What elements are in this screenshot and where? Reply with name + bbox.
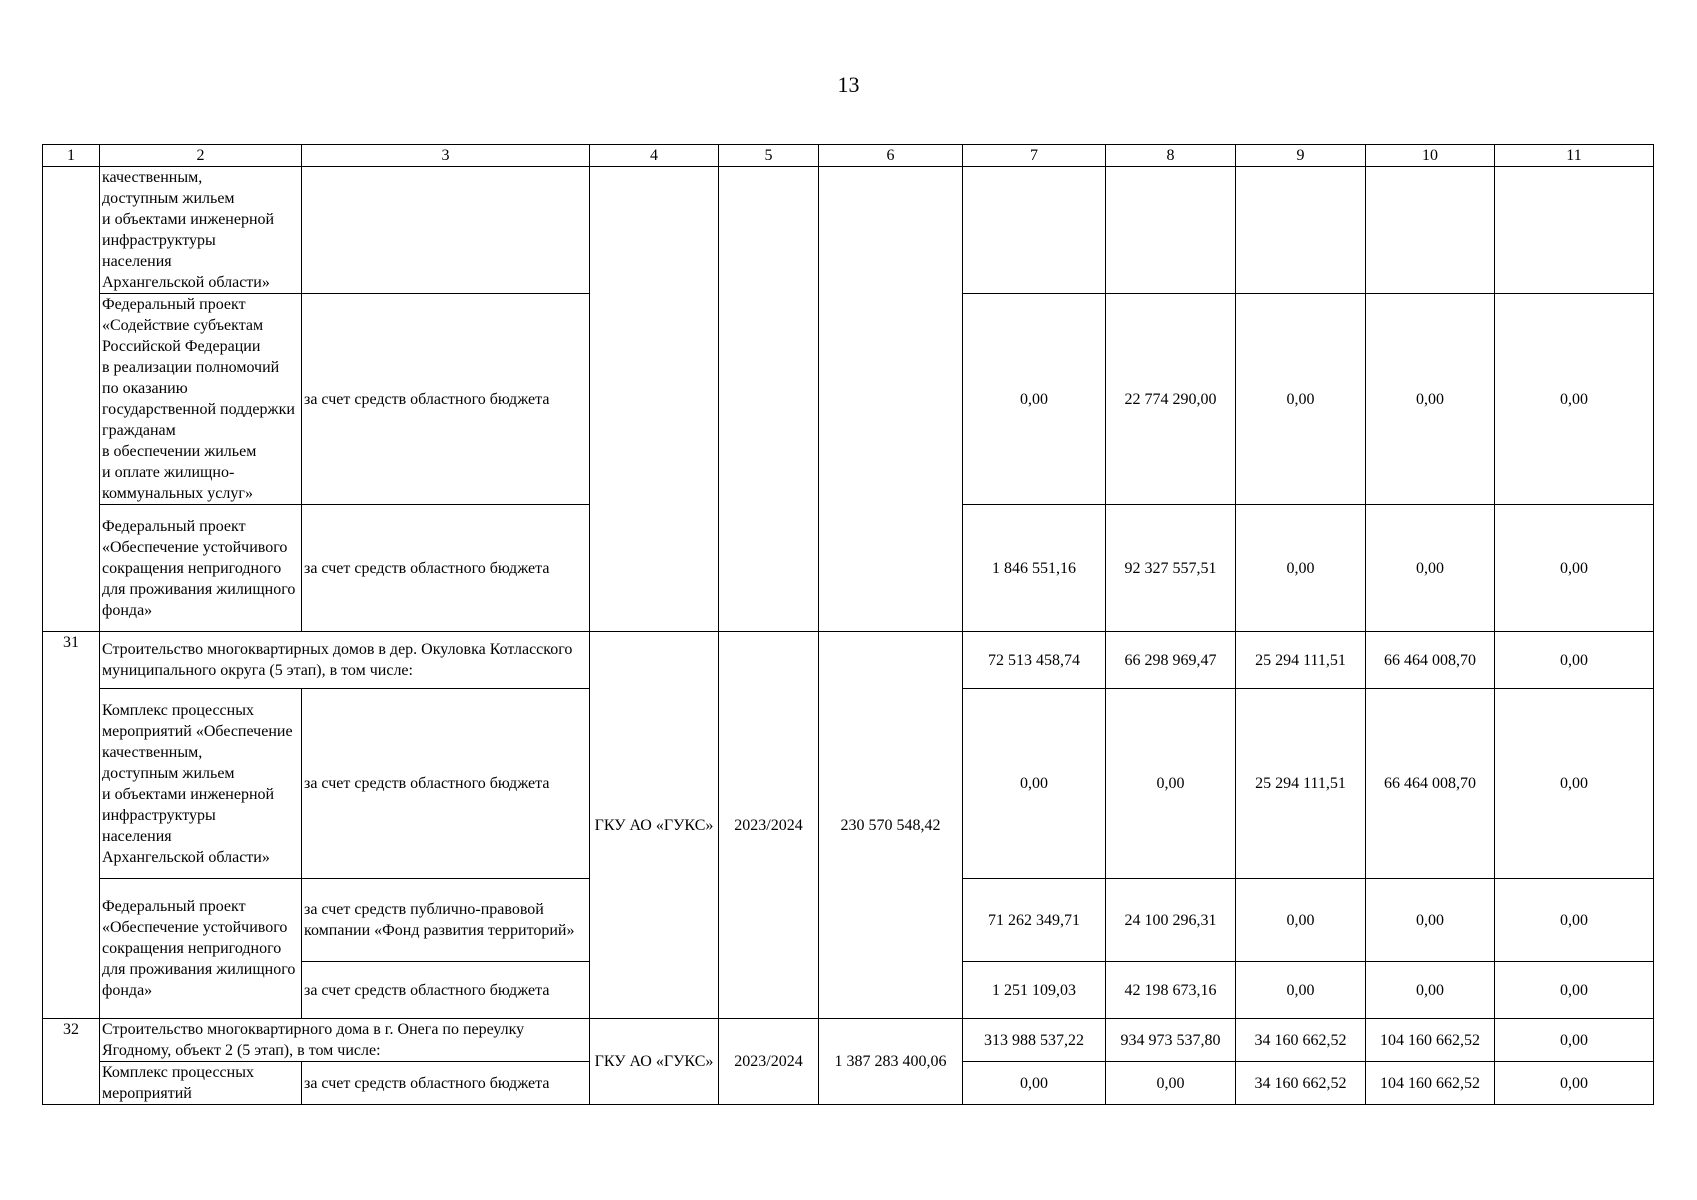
value-cell: 0,00 xyxy=(1106,689,1236,879)
value-cell: 0,00 xyxy=(963,689,1106,879)
value-cell: 0,00 xyxy=(1366,294,1495,505)
value-cell xyxy=(963,167,1106,294)
cost-cell: 230 570 548,42 xyxy=(819,632,963,1019)
column-number: 8 xyxy=(1106,145,1236,167)
value-cell: 104 160 662,52 xyxy=(1366,1019,1495,1062)
value-cell: 0,00 xyxy=(1106,1062,1236,1105)
value-cell: 0,00 xyxy=(1495,689,1654,879)
event-name-cell: Комплекс процессных мероприятий xyxy=(100,1062,302,1105)
value-cell: 0,00 xyxy=(1366,879,1495,962)
value-cell: 0,00 xyxy=(1236,962,1366,1019)
value-cell: 0,00 xyxy=(1366,505,1495,632)
cost-cell: 1 387 283 400,06 xyxy=(819,1019,963,1105)
column-number: 3 xyxy=(302,145,590,167)
value-cell xyxy=(1366,167,1495,294)
column-number-row xyxy=(43,145,1654,167)
value-cell: 72 513 458,74 xyxy=(963,632,1106,689)
event-name-cell: Комплекс процессных мероприятий «Обеспечение качественным, доступным жильем и объектами инженерной инфраструктуры населения Архангельской области» xyxy=(100,689,302,879)
funding-source-cell: за счет средств областного бюджета xyxy=(302,1062,590,1105)
value-cell: 0,00 xyxy=(963,294,1106,505)
event-name-cell: Федеральный проект «Обеспечение устойчивого сокращения непригодного для проживания жилищного фонда» xyxy=(100,879,302,1019)
table-row xyxy=(43,167,1654,294)
value-cell: 0,00 xyxy=(1495,879,1654,962)
value-cell: 42 198 673,16 xyxy=(1106,962,1236,1019)
customer-cell: ГКУ АО «ГУКС» xyxy=(590,632,719,1019)
value-cell: 0,00 xyxy=(1236,294,1366,505)
column-number: 5 xyxy=(719,145,819,167)
value-cell: 0,00 xyxy=(1495,294,1654,505)
value-cell xyxy=(1106,167,1236,294)
value-cell: 0,00 xyxy=(963,1062,1106,1105)
value-cell: 0,00 xyxy=(1495,962,1654,1019)
value-cell: 0,00 xyxy=(1236,879,1366,962)
row-number-cell: 31 xyxy=(43,632,100,1019)
period-cell xyxy=(719,167,819,632)
event-name-cell: качественным, доступным жильем и объектами инженерной инфраструктуры населения Архангельской области» xyxy=(100,167,302,294)
event-name-cell: Федеральный проект «Обеспечение устойчивого сокращения непригодного для проживания жилищного фонда» xyxy=(100,505,302,632)
table-row xyxy=(43,1019,1654,1062)
column-number: 4 xyxy=(590,145,719,167)
item-title-cell: Строительство многоквартирного дома в г. Онега по переулку Ягодному, объект 2 (5 этап), в том числе: xyxy=(100,1019,590,1062)
value-cell: 934 973 537,80 xyxy=(1106,1019,1236,1062)
funding-source-cell: за счет средств публично-правовой компании «Фонд развития территорий» xyxy=(302,879,590,962)
period-cell: 2023/2024 xyxy=(719,632,819,1019)
customer-cell: ГКУ АО «ГУКС» xyxy=(590,1019,719,1105)
column-number: 6 xyxy=(819,145,963,167)
value-cell: 0,00 xyxy=(1495,1019,1654,1062)
value-cell: 0,00 xyxy=(1495,1062,1654,1105)
value-cell: 0,00 xyxy=(1236,505,1366,632)
funding-source-cell: за счет средств областного бюджета xyxy=(302,505,590,632)
value-cell: 25 294 111,51 xyxy=(1236,689,1366,879)
value-cell: 92 327 557,51 xyxy=(1106,505,1236,632)
budget-table xyxy=(42,144,1654,1105)
value-cell: 1 846 551,16 xyxy=(963,505,1106,632)
column-number: 10 xyxy=(1366,145,1495,167)
value-cell xyxy=(1495,167,1654,294)
value-cell: 0,00 xyxy=(1366,962,1495,1019)
value-cell: 71 262 349,71 xyxy=(963,879,1106,962)
value-cell xyxy=(1236,167,1366,294)
value-cell: 24 100 296,31 xyxy=(1106,879,1236,962)
event-name-cell: Федеральный проект «Содействие субъектам Российской Федерации в реализации полномочий по оказанию государственной поддержки гражданам в обеспечении жильем и оплате жилищно-коммунальных услуг» xyxy=(100,294,302,505)
value-cell: 0,00 xyxy=(1495,505,1654,632)
column-number: 9 xyxy=(1236,145,1366,167)
value-cell: 1 251 109,03 xyxy=(963,962,1106,1019)
column-number: 1 xyxy=(43,145,100,167)
page-number: 13 xyxy=(837,72,860,97)
funding-source-cell: за счет средств областного бюджета xyxy=(302,689,590,879)
period-cell: 2023/2024 xyxy=(719,1019,819,1105)
table-row xyxy=(43,632,1654,689)
column-number: 7 xyxy=(963,145,1106,167)
value-cell: 66 464 008,70 xyxy=(1366,632,1495,689)
value-cell: 313 988 537,22 xyxy=(963,1019,1106,1062)
funding-source-cell: за счет средств областного бюджета xyxy=(302,962,590,1019)
value-cell: 25 294 111,51 xyxy=(1236,632,1366,689)
value-cell: 104 160 662,52 xyxy=(1366,1062,1495,1105)
customer-cell xyxy=(590,167,719,632)
value-cell: 34 160 662,52 xyxy=(1236,1019,1366,1062)
funding-source-cell xyxy=(302,167,590,294)
value-cell: 34 160 662,52 xyxy=(1236,1062,1366,1105)
row-number-cell: 32 xyxy=(43,1019,100,1105)
value-cell: 22 774 290,00 xyxy=(1106,294,1236,505)
item-title-cell: Строительство многоквартирных домов в дер. Окуловка Котласского муниципального округа (5 этап), в том числе: xyxy=(100,632,590,689)
value-cell: 66 464 008,70 xyxy=(1366,689,1495,879)
funding-source-cell: за счет средств областного бюджета xyxy=(302,294,590,505)
column-number: 11 xyxy=(1495,145,1654,167)
value-cell: 0,00 xyxy=(1495,632,1654,689)
column-number: 2 xyxy=(100,145,302,167)
cost-cell xyxy=(819,167,963,632)
value-cell: 66 298 969,47 xyxy=(1106,632,1236,689)
row-number-cell xyxy=(43,167,100,632)
